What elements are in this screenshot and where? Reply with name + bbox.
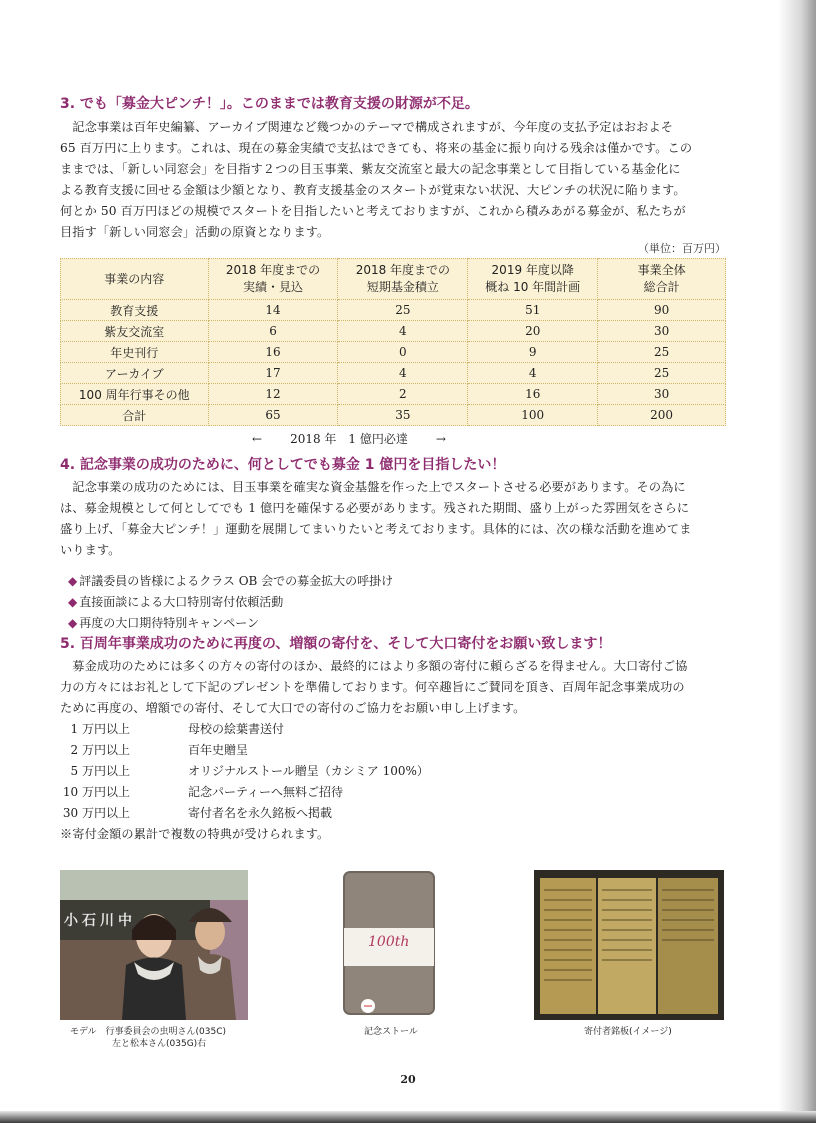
models-caption: モデル 行事委員会の虫明さん(035C) 左と松本さん(035G)右 xyxy=(70,1027,227,1049)
section-3-line: よる教育支援に回せる金額は少額となり、教育支援基金のスタートが覚束ない状況、大ピンチの状況に陥ります。 xyxy=(60,183,686,197)
activity-list xyxy=(68,571,730,634)
section-3 xyxy=(60,94,730,243)
gift-note: ※寄付金額の累計で複数の特典が受けられます。 xyxy=(60,827,330,841)
cell: 200 xyxy=(598,405,726,426)
cell: 35 xyxy=(338,405,468,426)
cell: 90 xyxy=(598,300,726,321)
cell: 25 xyxy=(338,300,468,321)
section-3-line: 目指す「新しい同窓会」活動の原資となります。 xyxy=(60,225,330,239)
diamond-icon: ◆ xyxy=(68,595,78,609)
cell: 紫友交流室 xyxy=(61,321,209,342)
cell: 30 xyxy=(598,384,726,405)
section-4-line: 盛り上げ、「募金大ピンチ！」運動を展開してまいりたいと考えております。具体的には、次の様な活動を進めてま xyxy=(60,522,692,536)
diamond-icon: ◆ xyxy=(68,616,78,630)
section-4-line: は、募金規模として何としてでも 1 億円を確保する必要があります。残された期間、盛り上がった雰囲気をさらに xyxy=(60,501,690,515)
stole-photo xyxy=(340,870,440,1018)
section-5-heading: 5. 百周年事業成功のために再度の、増額の寄付を、そして大口寄付をお願い致します！ xyxy=(60,636,612,652)
page-number: 20 xyxy=(400,1073,416,1086)
stole-caption: 記念ストール xyxy=(364,1027,418,1037)
cell: 16 xyxy=(468,384,598,405)
scan-edge-right xyxy=(778,0,816,1123)
col-header-actual: 2018 年度までの 実績・見込 xyxy=(208,259,338,300)
cell: 100 xyxy=(468,405,598,426)
models-photo-art xyxy=(60,870,248,1020)
cell: 100 周年行事その他 xyxy=(61,384,209,405)
table-row xyxy=(61,342,726,363)
target-note-text: 2018 年 1 億円必達 xyxy=(290,432,408,446)
cell: 25 xyxy=(598,363,726,384)
section-5-line: 募金成功のためには多くの方々の寄付のほか、最終的にはより多額の寄付に頼らざるを得ません。大口寄付ご協 xyxy=(60,659,688,673)
cell: 16 xyxy=(208,342,338,363)
section-3-line: ままでは、「新しい同窓会」を目指す２つの目玉事業、紫友交流室と最大の記念事業として目指している基金化に xyxy=(60,162,681,176)
section-3-line: 65 百万円に上ります。これは、現在の募金実績で支払はできても、将来の基金に振り向ける残余は僅かです。この xyxy=(60,141,693,155)
cell: 0 xyxy=(338,342,468,363)
stole-label: 100th xyxy=(368,934,410,950)
cell: 65 xyxy=(208,405,338,426)
section-5-line: 力の方々にはお礼として下記のプレゼントを準備しております。何卒趣旨にご賛同を頂き、百周年記念事業成功の xyxy=(60,680,685,694)
list-item: 1 万円以上 母校の絵葉書送付 xyxy=(70,722,285,736)
gift-tier-list xyxy=(60,719,730,824)
list-item: ◆ 評議委員の皆様によるクラス OB 会での募金拡大の呼掛け xyxy=(68,574,394,588)
list-item: 2 万円以上 百年史贈呈 xyxy=(70,743,249,757)
col-header-content: 事業の内容 xyxy=(61,259,209,300)
table-row xyxy=(61,363,726,384)
list-item: 30 万円以上 寄付者名を永久銘板へ掲載 xyxy=(62,806,333,820)
models-photo xyxy=(60,870,248,1020)
cell: 51 xyxy=(468,300,598,321)
cell: 17 xyxy=(208,363,338,384)
cell: 4 xyxy=(338,363,468,384)
table-row xyxy=(61,384,726,405)
plaque-caption: 寄付者銘板(イメージ) xyxy=(584,1027,672,1037)
section-3-line: 何とか 50 百万円ほどの規模でスタートを目指したいと考えておりますが、これから積みあがる募金が、私たちが xyxy=(60,204,686,218)
section-4 xyxy=(60,455,730,634)
left-arrow-icon: ← xyxy=(252,432,263,446)
cell: 2 xyxy=(338,384,468,405)
section-4-line: いります。 xyxy=(60,543,121,557)
cell: 4 xyxy=(338,321,468,342)
section-5-line: ために再度の、増額での寄付、そして大口での寄付のご協力をお願い申し上げます。 xyxy=(60,701,526,715)
cell: 20 xyxy=(468,321,598,342)
cell: 年史刊行 xyxy=(61,342,209,363)
scan-edge-bottom xyxy=(0,1111,816,1123)
section-3-heading: 3. でも「募金大ピンチ！」。このままでは教育支援の財源が不足。 xyxy=(60,96,479,112)
diamond-icon: ◆ xyxy=(68,574,78,588)
right-arrow-icon: → xyxy=(435,432,446,446)
section-3-line: 記念事業は百年史編纂、アーカイブ関連など幾つかのテーマで構成されますが、今年度の支払予定はおおよそ xyxy=(60,120,674,134)
table-row xyxy=(61,321,726,342)
unit-label: （単位：百万円） xyxy=(638,242,726,255)
section-4-line: 記念事業の成功のためには、目玉事業を確実な資金基盤を作った上でスタートさせる必要があります。その為に xyxy=(60,480,686,494)
section-4-heading: 4. 記念事業の成功のために、何としてでも募金 1 億円を目指したい！ xyxy=(60,457,506,473)
cell: アーカイブ xyxy=(61,363,209,384)
table-row-total xyxy=(61,405,726,426)
cell: 14 xyxy=(208,300,338,321)
list-item: ◆ 直接面談による大口特別寄付依頼活動 xyxy=(68,595,284,609)
cell: 30 xyxy=(598,321,726,342)
target-note xyxy=(238,430,460,447)
donor-plaque-photo xyxy=(534,870,724,1020)
table-row xyxy=(61,300,726,321)
col-header-plan: 2019 年度以降 概ね 10 年間計画 xyxy=(468,259,598,300)
cell: 9 xyxy=(468,342,598,363)
cell: 6 xyxy=(208,321,338,342)
cell: 合計 xyxy=(61,405,209,426)
cell: 12 xyxy=(208,384,338,405)
list-item: ◆ 再度の大口期待特別キャンペーン xyxy=(68,616,259,630)
cell: 25 xyxy=(598,342,726,363)
cell: 4 xyxy=(468,363,598,384)
list-item: 5 万円以上 オリジナルストール贈呈（カシミア 100%） xyxy=(70,764,429,778)
donor-plaque-art xyxy=(534,870,724,1020)
section-5 xyxy=(60,634,730,845)
col-header-total: 事業全体 総合計 xyxy=(598,259,726,300)
cell: 教育支援 xyxy=(61,300,209,321)
col-header-short-fund: 2018 年度までの 短期基金積立 xyxy=(338,259,468,300)
fund-table xyxy=(60,258,726,426)
list-item: 10 万円以上 記念パーティーへ無料ご招待 xyxy=(62,785,344,799)
sign-text: 小石川中 xyxy=(64,913,136,929)
